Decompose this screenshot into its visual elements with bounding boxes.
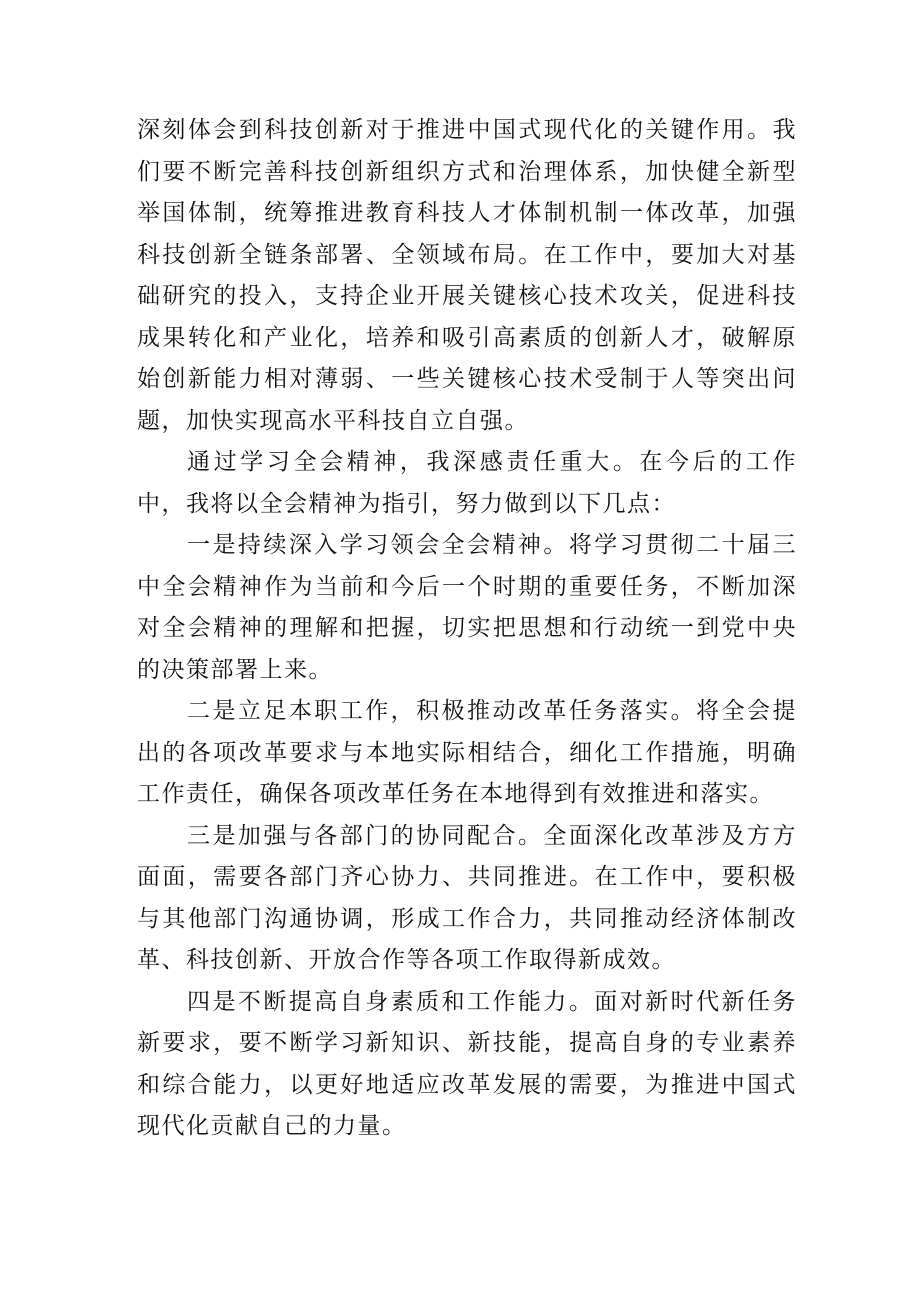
paragraph-point-two: 二是立足本职工作，积极推动改革任务落实。将全会提出的各项改革要求与本地实际相结合，细化工作措施，明确工作责任，确保各项改革任务在本地得到有效推进和落实。 [137, 698, 797, 807]
paragraph-point-three: 三是加强与各部门的协同配合。全面深化改革涉及方方面面，需要各部门齐心协力、共同推进。在工作中，要积极与其他部门沟通协调，形成工作合力，共同推动经济体制改革、科技创新、开放合作等各项工作取得新成效。 [137, 822, 797, 973]
paragraph-tech-innovation: 深刻体会到科技创新对于推进中国式现代化的关键作用。我们要不断完善科技创新组织方式和治理体系，加快健全新型举国体制，统筹推进教育科技人才体制机制一体改革，加强科技创新全链条部署、全领域布局。在工作中，要加大对基础研究的投入，支持企业开展关键核心技术攻关，促进科技成果转化和产业化，培养和吸引高素质的创新人才，破解原始创新能力相对薄弱、一些关键核心技术受制于人等突出问题，加快实现高水平科技自立自强。 [137, 117, 797, 434]
paragraph-point-four: 四是不断提高自身素质和工作能力。面对新时代新任务新要求，要不断学习新知识、新技能，提高自身的专业素养和综合能力，以更好地适应改革发展的需要，为推进中国式现代化贡献自己的力量。 [137, 988, 797, 1139]
paragraph-point-one: 一是持续深入学习领会全会精神。将学习贯彻二十届三中全会精神作为当前和今后一个时期的重要任务，不断加深对全会精神的理解和把握，切实把思想和行动统一到党中央的决策部署上来。 [137, 532, 797, 683]
document-body [137, 110, 797, 1148]
paragraph-responsibility: 通过学习全会精神，我深感责任重大。在今后的工作中，我将以全会精神为指引，努力做到以下几点： [137, 449, 797, 517]
